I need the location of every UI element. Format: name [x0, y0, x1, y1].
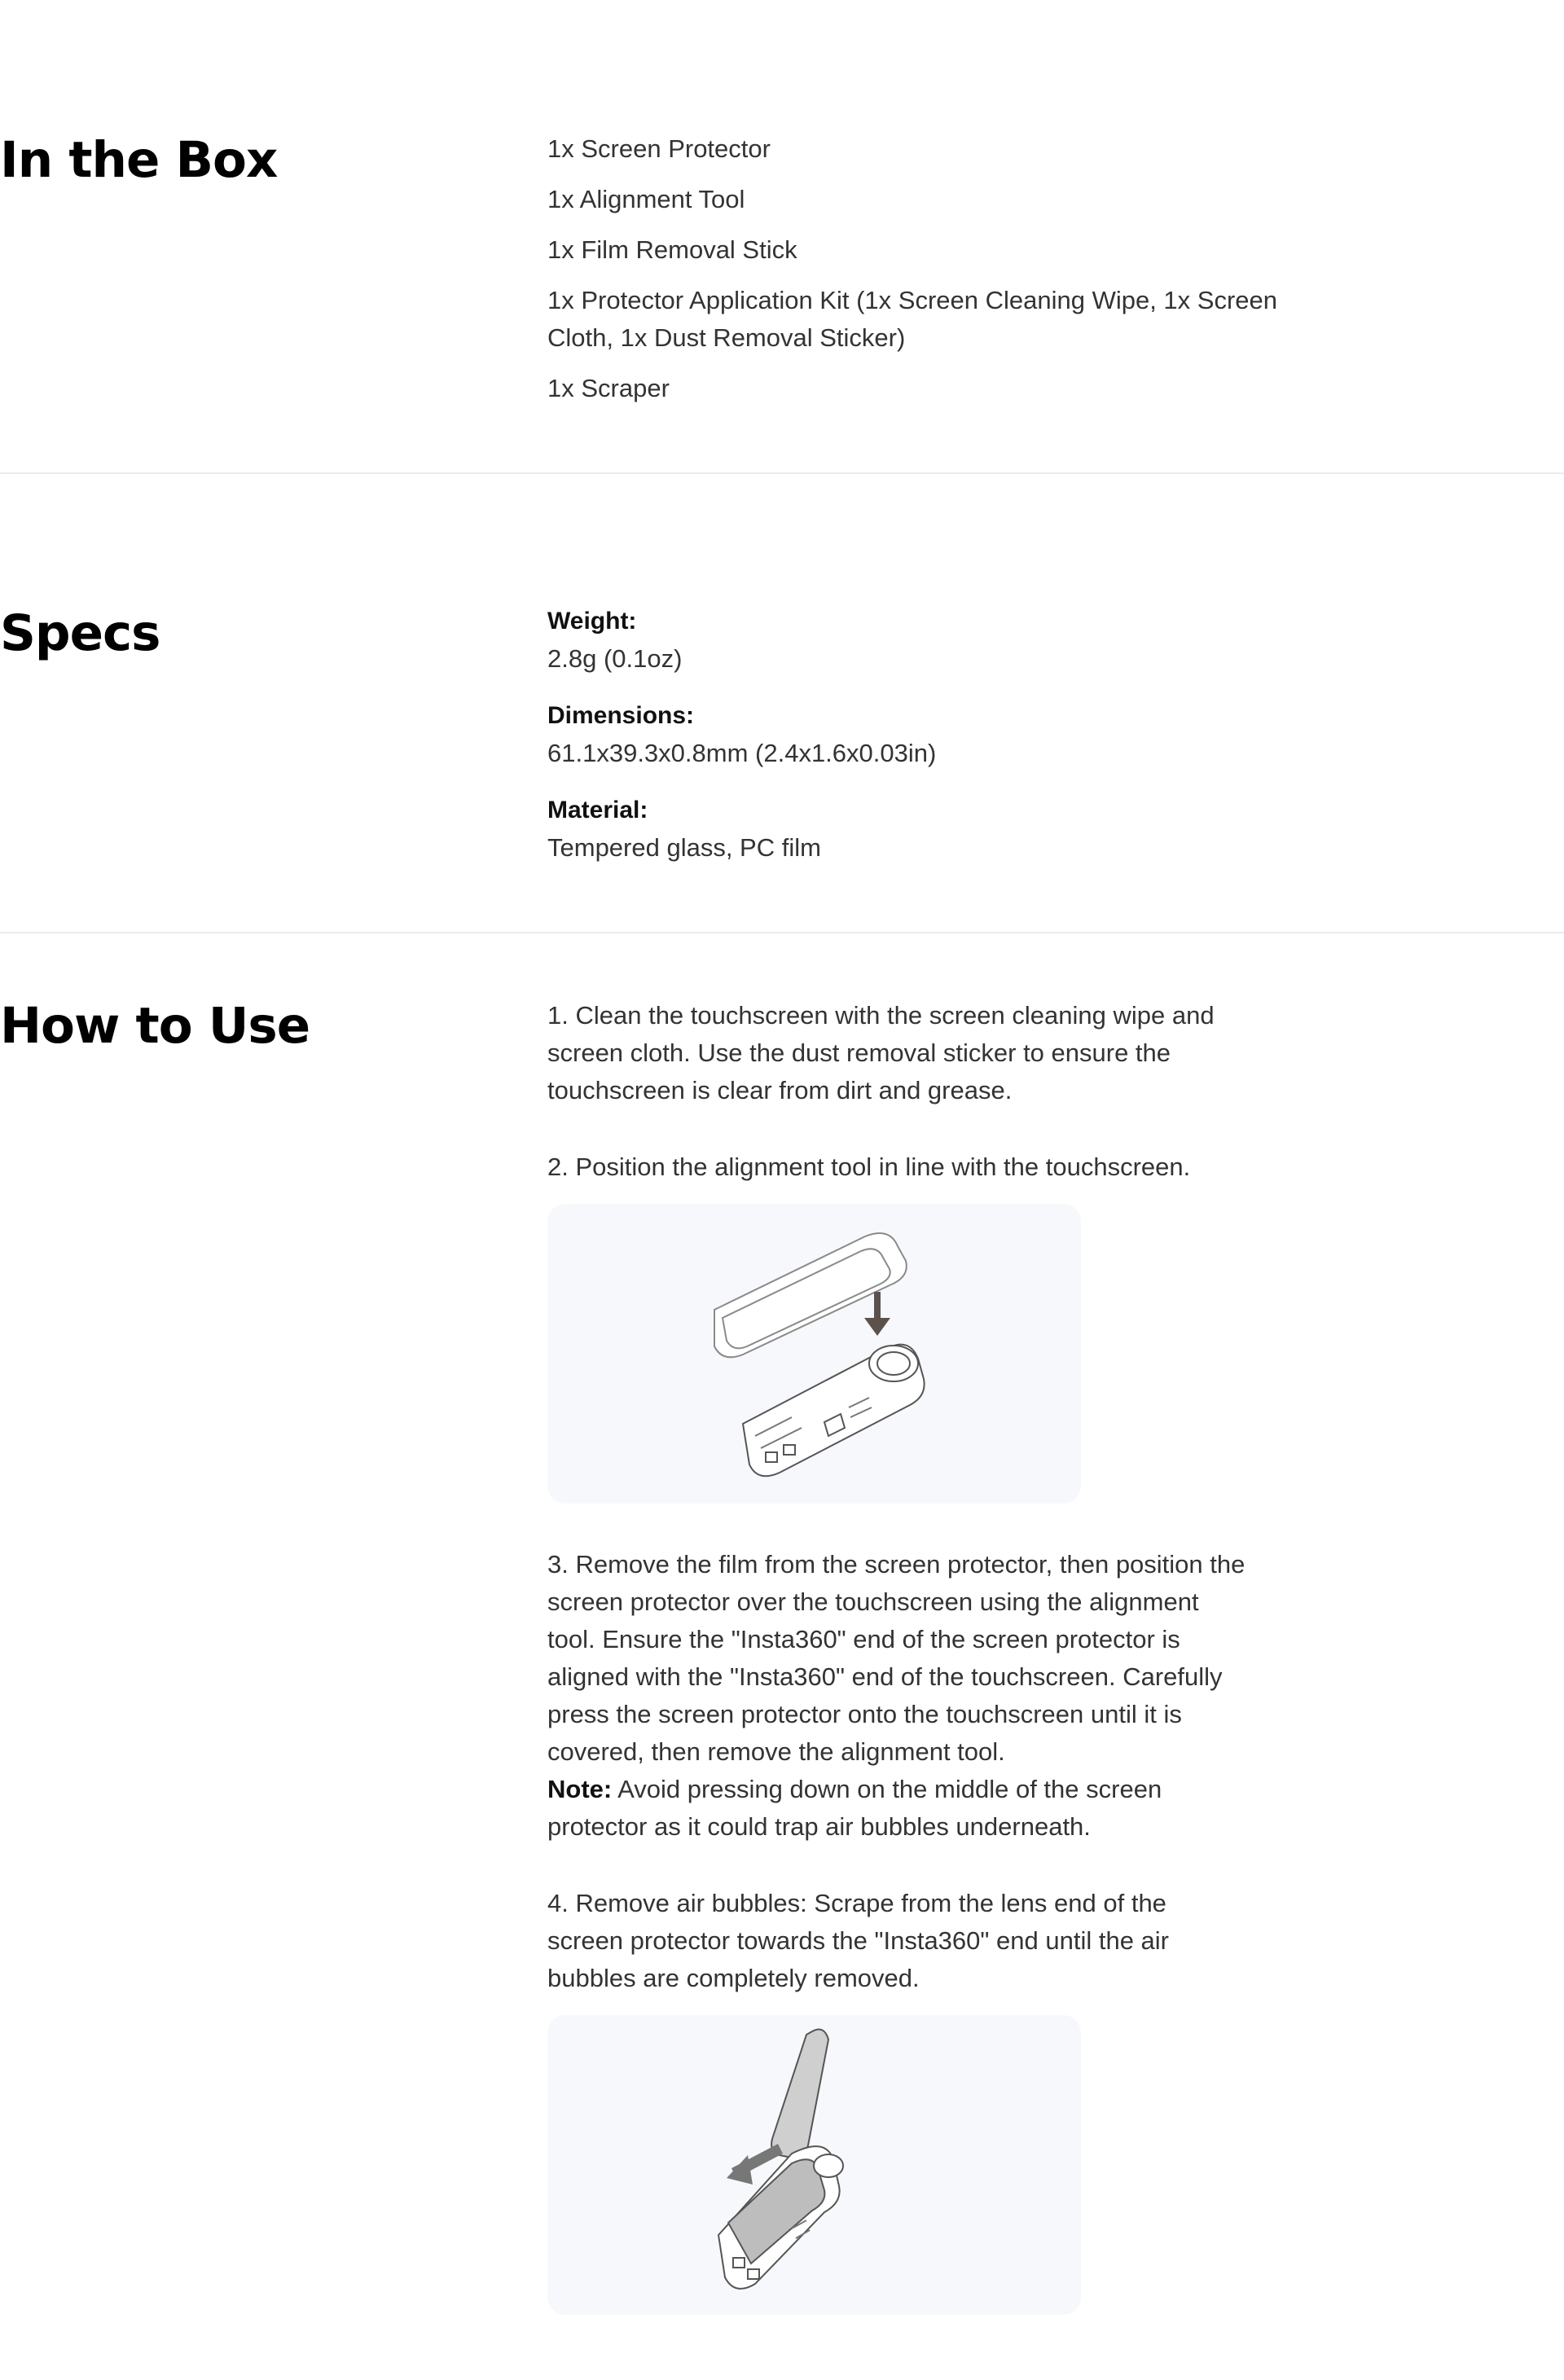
list-item: 1x Alignment Tool: [547, 185, 745, 213]
spec-label: Weight:: [547, 608, 637, 635]
scraper-illustration: [547, 2015, 1081, 2315]
how-to-use-content: [547, 997, 1297, 2357]
in-the-box-section: [0, 0, 1564, 474]
in-the-box-title: In the Box: [0, 131, 278, 189]
alignment-tool-illustration: [547, 1204, 1081, 1504]
spec-label: Dimensions:: [547, 702, 695, 729]
list-item: 1x Screen Protector: [547, 134, 771, 163]
note-text: Avoid pressing down on the middle of the screen protector as it could trap air bubbles underneath.: [547, 1775, 1162, 1841]
how-to-use-section: [0, 932, 1564, 2380]
arrow-down-icon: [864, 1292, 890, 1336]
spec-value: 61.1x39.3x0.8mm (2.4x1.6x0.03in): [547, 739, 937, 767]
specs-section: [0, 472, 1564, 933]
spec-label: Material:: [547, 797, 648, 823]
spec-weight: [547, 603, 1297, 678]
list-item: 1x Scraper: [547, 374, 670, 402]
step-4: 4. Remove air bubbles: Scrape from the lens end of the screen protector towards the "Insta360" end until the air bubbles are completely removed.: [547, 1889, 1169, 1992]
spec-dimensions: [547, 697, 1297, 772]
in-the-box-content: [547, 130, 1297, 420]
how-to-use-title: How to Use: [0, 997, 310, 1055]
list-item: 1x Protector Application Kit (1x Screen Cleaning Wipe, 1x Screen Cloth, 1x Dust Removal Sticker): [547, 286, 1278, 352]
spec-value: Tempered glass, PC film: [547, 833, 821, 862]
camera-drawing: [743, 1345, 925, 1477]
specs-title: Specs: [0, 604, 160, 662]
spec-value: 2.8g (0.1oz): [547, 644, 683, 673]
specs-content: [547, 603, 1297, 886]
in-the-box-list: [547, 130, 1297, 407]
note-label: Note:: [547, 1775, 613, 1803]
spec-material: [547, 792, 1297, 867]
step-1: 1. Clean the touchscreen with the screen cleaning wipe and screen cloth. Use the dust removal sticker to ensure the touchscreen is clear from dirt and grease.: [547, 1001, 1215, 1104]
step-2: 2. Position the alignment tool in line with the touchscreen.: [547, 1153, 1191, 1181]
scraper-drawing: [771, 2030, 828, 2158]
step-3: [547, 1546, 1248, 1846]
list-item: 1x Film Removal Stick: [547, 235, 797, 264]
step-3-text: 3. Remove the film from the screen protector, then position the screen protector over the touchscreen using the alignment tool. Ensure the "Insta360" end of the screen protector is aligned with the "Insta360" end of the touchscreen. Carefully press the screen protector onto the touchscreen until it is covered, then remove the alignment tool.: [547, 1550, 1245, 1766]
